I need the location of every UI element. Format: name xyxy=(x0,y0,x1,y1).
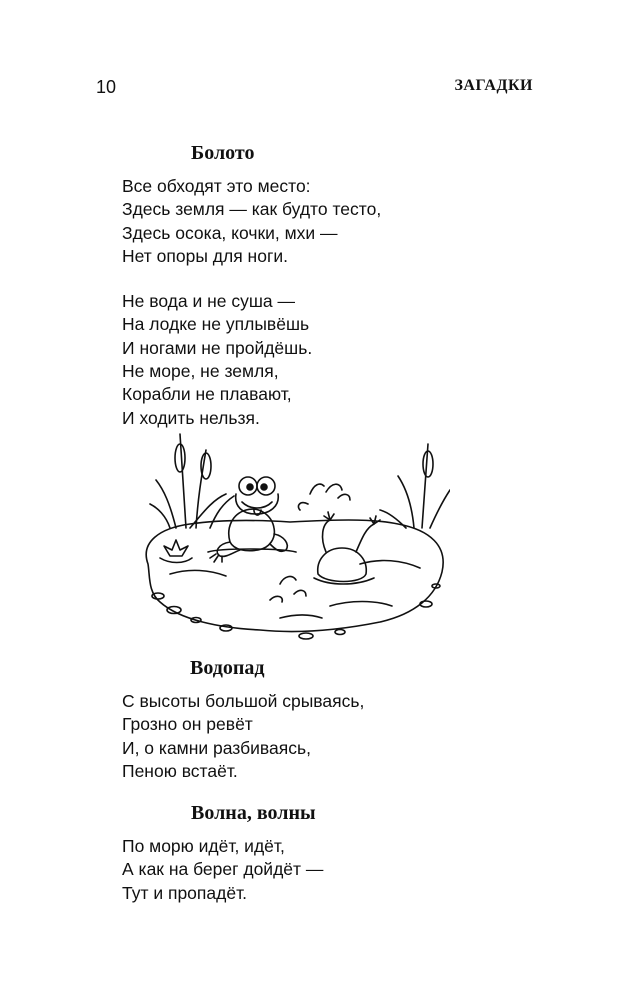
swamp-frog-illustration xyxy=(130,424,450,649)
page-number: 10 xyxy=(96,77,117,97)
riddle-waterfall xyxy=(122,656,364,783)
verse-line: Не море, не земля, xyxy=(122,361,279,382)
verse-line: Тут и пропадёт. xyxy=(122,882,248,903)
verse-line: Все обходят это место: xyxy=(122,176,311,196)
verse-line: Нет опоры для ноги. xyxy=(122,245,288,266)
riddle-swamp xyxy=(122,141,381,430)
verse-line: Здесь земля — как будто тесто, xyxy=(122,199,382,220)
verse-line: Грозно он ревёт xyxy=(122,714,253,735)
section-title: ЗАГАДКИ xyxy=(454,77,533,94)
verse-line: И ногами не пройдёшь. xyxy=(122,337,313,358)
verse-line: Корабли не плавают, xyxy=(122,384,292,405)
verse-line: Пеною встаёт. xyxy=(122,760,238,781)
verse-line: И, о камни разбиваясь, xyxy=(122,737,311,758)
riddle-title: Болото xyxy=(191,142,255,164)
riddle-title: Волна, волны xyxy=(191,802,316,824)
verse-line: По морю идёт, идёт, xyxy=(122,836,285,856)
riddle-title: Водопад xyxy=(190,657,265,679)
riddle-wave xyxy=(122,801,323,905)
verse-line: Здесь осока, кочки, мхи — xyxy=(122,222,338,243)
stanza xyxy=(122,175,381,268)
stanza xyxy=(122,690,364,783)
verse-line: И ходить нельзя. xyxy=(122,407,260,428)
verse-line: С высоты большой срываясь, xyxy=(122,691,365,711)
stanza xyxy=(122,290,381,430)
verse-line: Не вода и не суша — xyxy=(122,291,296,312)
verse-line: А как на берег дойдёт — xyxy=(122,859,324,880)
stanza xyxy=(122,835,323,905)
verse-line: На лодке не уплывёшь xyxy=(122,314,310,335)
